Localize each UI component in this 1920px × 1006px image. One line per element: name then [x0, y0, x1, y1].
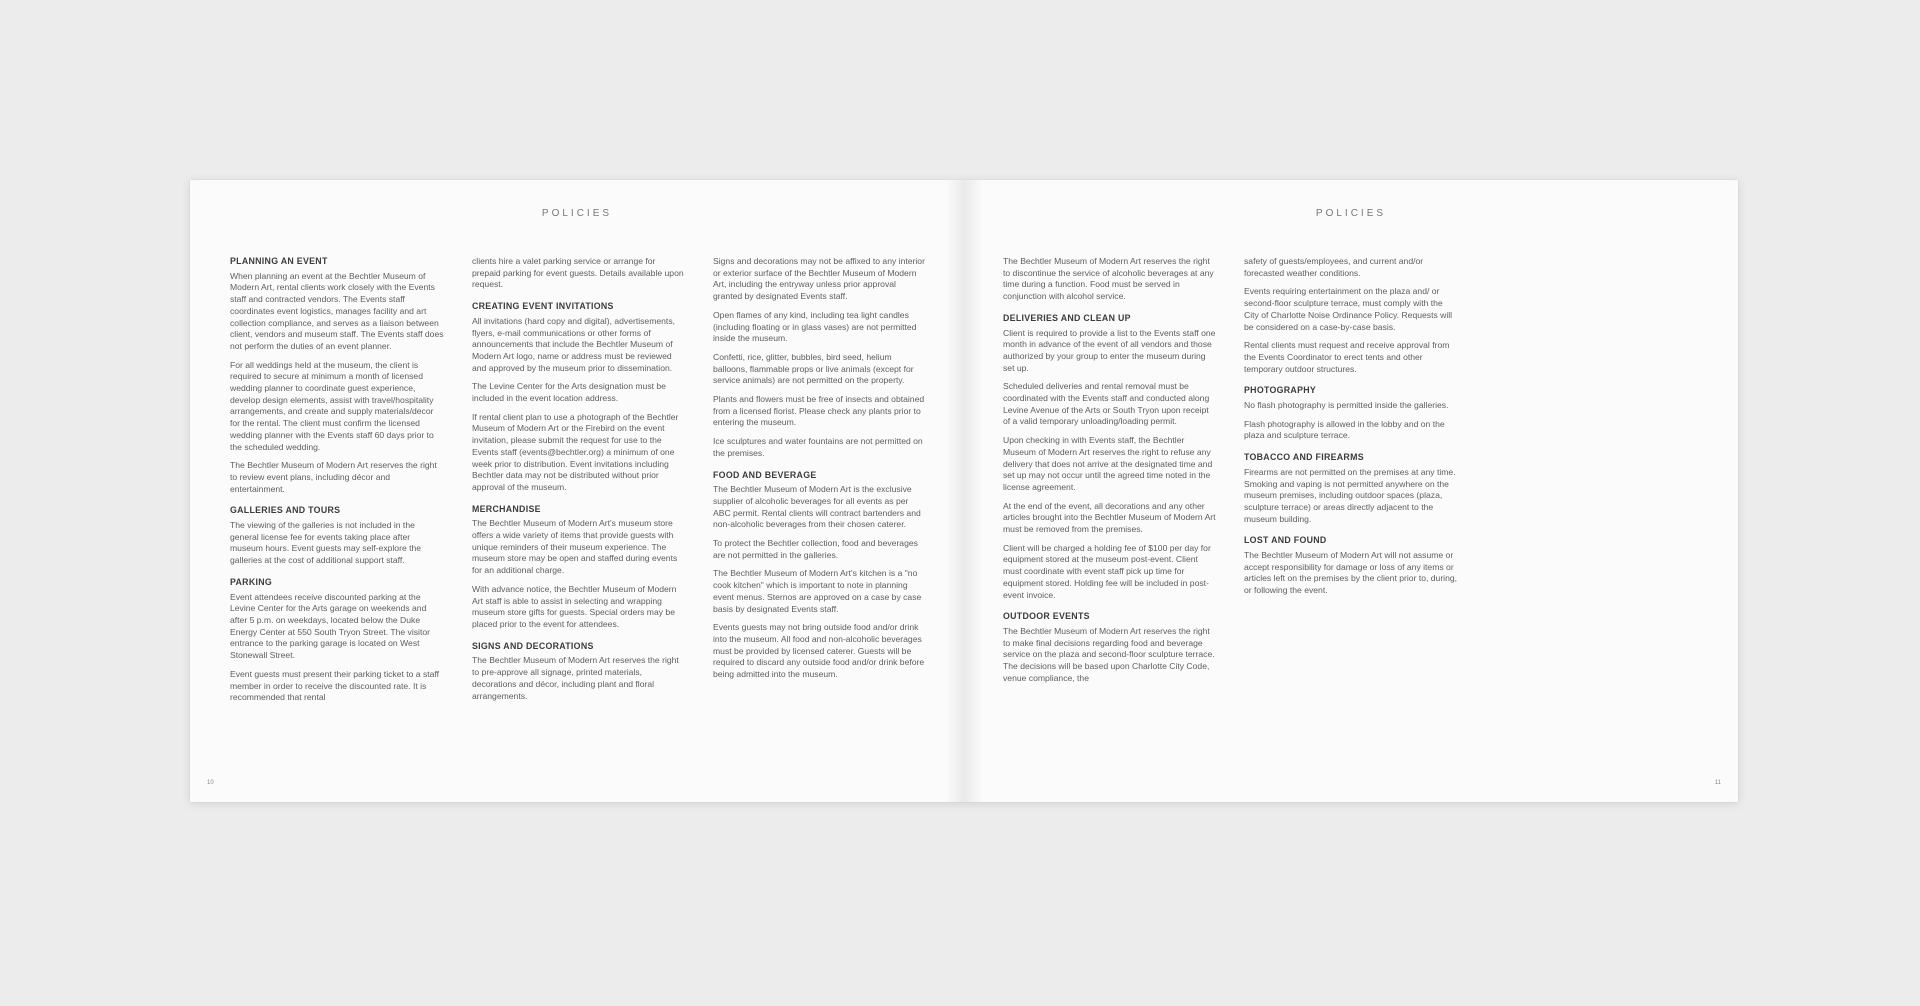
body-paragraph: clients hire a valet parking service or arrange for prepaid parking for event guests. Details available upon request.: [472, 256, 684, 290]
text-column: [1244, 256, 1458, 597]
section-heading: PLANNING AN EVENT: [230, 256, 328, 266]
section-heading: MERCHANDISE: [472, 503, 541, 514]
body-paragraph: Client is required to provide a list to the Events staff one month in advance of the event of all vendors and those authorized by your group to enter the museum during set up.: [1003, 327, 1216, 373]
body-paragraph: Event attendees receive discounted parking at the Levine Center for the Arts garage on weekends and after 5 p.m. on weekdays, located below the Duke Energy Center at 550 South Tryon Street. The visitor entrance to the parking garage is located on West Stonewall Street.: [230, 591, 430, 661]
body-paragraph: Upon checking in with Events staff, the Bechtler Museum of Modern Art reserves the right to refuse any delivery that does not arrive at the designated time and set up may not occur until the agreed time noted in the license agreement.: [1003, 435, 1213, 492]
body-paragraph: Events requiring entertainment on the plaza and/ or second-floor sculpture terrace, must comply with the City of Charlotte Noise Ordinance Policy. Requests will be considered on a case-by-case basis.: [1244, 286, 1453, 332]
section-heading: DELIVERIES AND CLEAN UP: [1003, 312, 1131, 323]
text-column: [713, 256, 927, 681]
body-paragraph: When planning an event at the Bechtler Museum of Modern Art, rental clients work closely with the Events staff and contracted vendors. The Events staff coordinates event logistics, manages facility and art collection compliance, and serves as a liaison between client, vendors and museum staff. The Events staff does not perform the duties of an event planner.: [230, 270, 444, 351]
body-paragraph: The Bechtler Museum of Modern Art reserves the right to pre-approve all signage, printed materials, decorations and décor, including plant and floral arrangements.: [472, 655, 679, 701]
body-paragraph: The viewing of the galleries is not included in the general license fee for events taking place after museum hours. Event guests may self-explore the galleries at the cost of additional support staff.: [230, 520, 422, 566]
page-heading: POLICIES: [1315, 208, 1387, 219]
body-paragraph: The Levine Center for the Arts designation must be included in the event location address.: [472, 381, 666, 404]
body-paragraph: Signs and decorations may not be affixed to any interior or exterior surface of the Bechtler Museum of Modern Art, including the entryway unless prior approval granted by designated Events staff.: [713, 256, 925, 302]
body-paragraph: For all weddings held at the museum, the client is required to secure at minimum a month of licensed wedding planner to coordinate guest experience, develop design elements, assist with travel/hospitality arrangements, and create and supply materials/decor for the rental. The client must confirm the licensed wedding planner with the Events staff 60 days prior to the scheduled wedding.: [230, 359, 434, 452]
left-page: [190, 180, 964, 802]
body-paragraph: Event guests must present their parking ticket to a staff member in order to receive the discounted rate. It is recommended that rental: [230, 668, 440, 703]
body-paragraph: The Bechtler Museum of Modern Art reserves the right to make final decisions regarding food and beverage service on the plaza and second-floor sculpture terrace. The decisions will be based upon Charlotte City Code, venue compliance, the: [1003, 625, 1215, 683]
section-heading: FOOD AND BEVERAGE: [713, 469, 817, 480]
body-paragraph: The Bechtler Museum of Modern Art's kitchen is a "no cook kitchen" which is important to note in planning event menus. Sternos are approved on a case by case basis by designated Events staff.: [713, 568, 922, 614]
section-heading: PHOTOGRAPHY: [1244, 385, 1317, 396]
body-paragraph: Flash photography is allowed in the lobby and on the plaza and sculpture terrace.: [1244, 418, 1445, 441]
section-heading: LOST AND FOUND: [1244, 535, 1327, 546]
text-column: [472, 256, 686, 702]
body-paragraph: At the end of the event, all decorations and any other articles brought into the Bechtler Museum of Modern Art must be removed from the premises.: [1003, 500, 1216, 535]
right-page: [964, 180, 1738, 802]
body-paragraph: The Bechtler Museum of Modern Art is the exclusive supplier of alcoholic beverages for all events as per ABC permit. Rental clients will contract bartenders and non-alcoholic beverages from their chosen caterer.: [713, 484, 921, 530]
body-paragraph: Open flames of any kind, including tea light candles (including floating or in glass vases) are not permitted inside the museum.: [713, 309, 917, 344]
body-paragraph: safety of guests/employees, and current and/or forecasted weather conditions.: [1244, 256, 1424, 278]
body-paragraph: Rental clients must request and receive approval from the Events Coordinator to erect tents and other temporary outdoor structures.: [1244, 340, 1450, 374]
section-heading: PARKING: [230, 576, 273, 587]
body-paragraph: With advance notice, the Bechtler Museum of Modern Art staff is able to assist in selecting and wrapping museum store gifts for guests. Special orders may be placed prior to the event for attendees.: [472, 583, 677, 629]
body-paragraph: The Bechtler Museum of Modern Art reserves the right to review event plans, including décor and entertainment.: [230, 460, 437, 494]
section-heading: CREATING EVENT INVITATIONS: [472, 301, 614, 312]
body-paragraph: Ice sculptures and water fountains are not permitted on the premises.: [713, 436, 923, 458]
body-paragraph: Scheduled deliveries and rental removal must be coordinated with the Events staff and conducted along Levine Avenue of the Arts or South Tryon upon receipt of a valid temporary unloading/loading permit.: [1003, 381, 1210, 427]
body-paragraph: To protect the Bechtler collection, food and beverages are not permitted in the galleries.: [713, 538, 918, 560]
text-column: [1003, 256, 1217, 685]
body-paragraph: Confetti, rice, glitter, bubbles, bird seed, helium balloons, flammable props or live animals (except for service animals) are not permitted on the property.: [713, 351, 914, 386]
section-heading: OUTDOOR EVENTS: [1003, 611, 1090, 622]
body-paragraph: Events guests may not bring outside food and/or drink into the museum. All food and non-alcoholic beverages must be provided by licensed caterer. Guests will be required to discard any outside food and/or drink before being admitted into the museum.: [713, 622, 925, 680]
section-heading: GALLERIES AND TOURS: [230, 505, 341, 516]
page-heading: POLICIES: [541, 208, 613, 219]
section-heading: SIGNS AND DECORATIONS: [472, 640, 594, 651]
brochure-spread: [190, 180, 1738, 802]
body-paragraph: The Bechtler Museum of Modern Art's museum store offers a wide variety of items that provide guests with unique reminders of their museum experience. The museum store may be open and staffed during events for an additional charge.: [472, 518, 678, 576]
body-paragraph: Plants and flowers must be free of insects and obtained from a licensed florist. Please check any plants prior to entering the museum.: [713, 394, 925, 428]
body-paragraph: The Bechtler Museum of Modern Art reserves the right to discontinue the service of alcoholic beverages at any time during a function. Food must be served in conjunction with alcohol service.: [1003, 256, 1214, 302]
body-paragraph: The Bechtler Museum of Modern Art will not assume or accept responsibility for damage or loss of any items or articles left on the premises by the client prior to, during, or following the event.: [1244, 550, 1458, 596]
page-number: 10: [207, 780, 214, 786]
page-number: 11: [1714, 780, 1721, 786]
body-paragraph: No flash photography is permitted inside the galleries.: [1244, 400, 1449, 411]
body-paragraph: All invitations (hard copy and digital), advertisements, flyers, e-mail communications or other forms of announcements that include the Bechtler Museum of Modern Art logo, name or address must be reviewed and approved by the museum prior to dissemination.: [472, 315, 676, 373]
body-paragraph: Firearms are not permitted on the premises at any time. Smoking and vaping is not permitted anywhere on the museum premises, including outdoor spaces (plaza, sculpture terrace) or areas directly adjacent to the museum building.: [1244, 466, 1456, 524]
section-heading: TOBACCO AND FIREARMS: [1244, 452, 1364, 463]
body-paragraph: Client will be charged a holding fee of $100 per day for equipment stored at the museum post-event. Client must coordinate with event staff pick up time for equipment stored. Holding fee will be included in post-event invoice.: [1003, 542, 1211, 600]
body-paragraph: If rental client plan to use a photograph of the Bechtler Museum of Modern Art or the Firebird on the event invitation, please submit the request for use to the Events staff (events@bechtler.org) a minimum of one week prior to distribution. Event invitations including Bechtler data may not be distributed without prior approval of the museum.: [472, 411, 679, 492]
text-column: [230, 256, 444, 704]
